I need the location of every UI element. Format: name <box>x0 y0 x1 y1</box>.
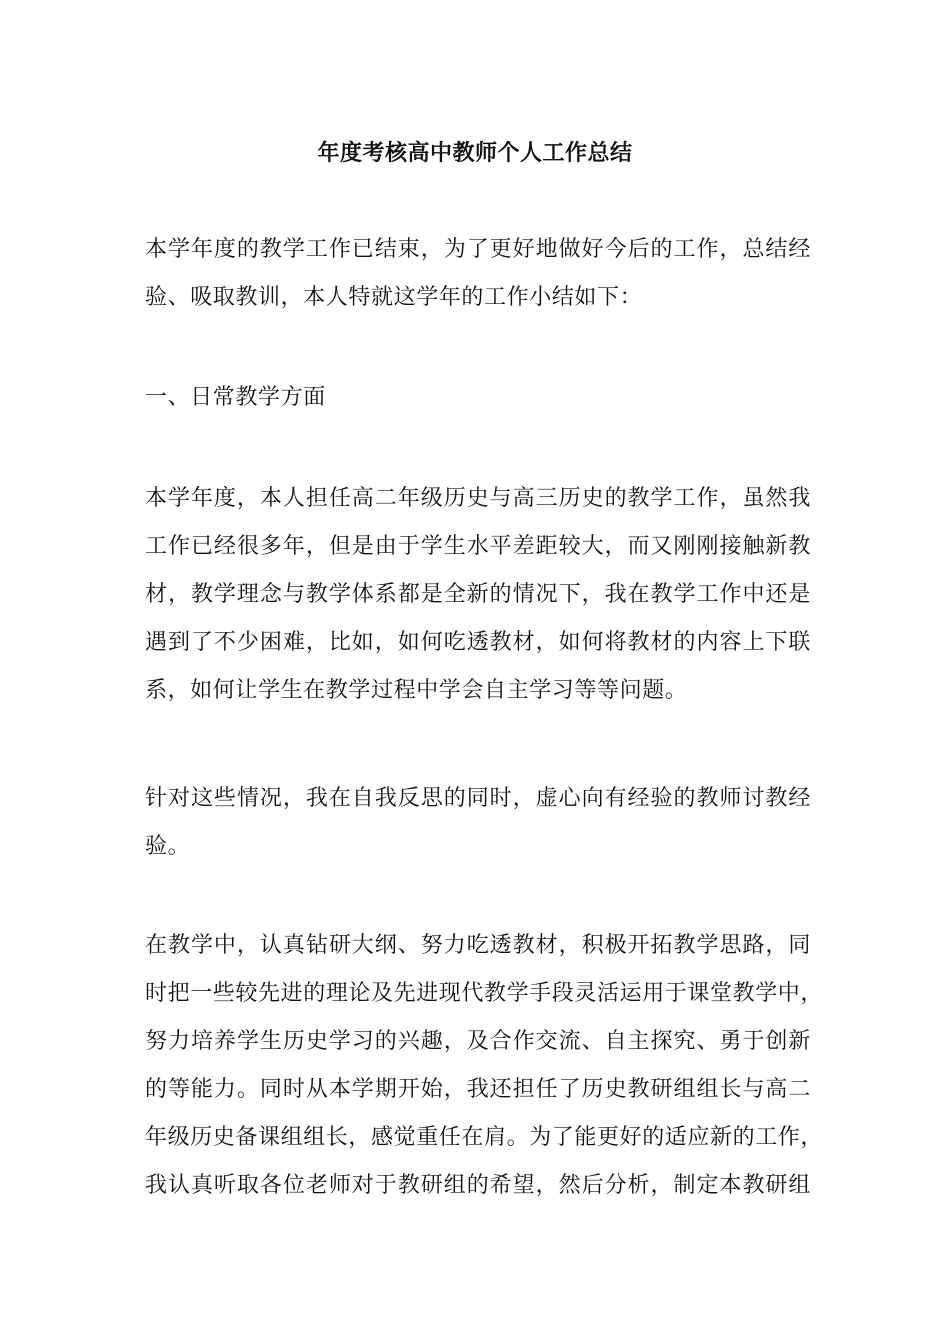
paragraph-line: 工作已经很多年，但是由于学生水平差距较大，而又刚刚接触新教 <box>145 534 811 559</box>
paragraph-line: 年级历史备课组组长，感觉重任在肩。为了能更好的适应新的工作， <box>145 1125 824 1150</box>
body-paragraph <box>145 475 811 715</box>
paragraph-line: 本学年度的教学工作已结束，为了更好地做好今后的工作，总结经 <box>145 237 811 262</box>
paragraph-line: 我认真听取各位老师对于教研组的希望，然后分析，制定本教研组 <box>145 1173 811 1198</box>
intro-paragraph <box>145 226 811 322</box>
paragraph-line: 时把一些较先进的理论及先进现代教学手段灵活运用于课堂教学中， <box>145 981 824 1006</box>
body-paragraph <box>145 922 824 1210</box>
paragraph-line: 本学年度，本人担任高二年级历史与高三历史的教学工作，虽然我 <box>145 486 811 511</box>
paragraph-line: 验。 <box>145 834 191 859</box>
paragraph-line: 系，如何让学生在教学过程中学会自主学习等等问题。 <box>145 678 688 703</box>
paragraph-line: 努力培养学生历史学习的兴趣，及合作交流、自主探究、勇于创新 <box>145 1029 811 1054</box>
paragraph-line: 遇到了不少困难，比如，如何吃透教材，如何将教材的内容上下联 <box>145 630 811 655</box>
paragraph-line: 验、吸取教训，本人特就这学年的工作小结如下： <box>145 285 643 310</box>
body-paragraph <box>145 775 811 871</box>
paragraph-line: 针对这些情况，我在自我反思的同时，虚心向有经验的教师讨教经 <box>145 786 811 811</box>
document-title: 年度考核高中教师个人工作总结 <box>317 140 633 166</box>
paragraph-line: 的等能力。同时从本学期开始，我还担任了历史教研组组长与高二 <box>145 1077 811 1102</box>
section-heading <box>145 374 811 422</box>
section-heading-text: 一、日常教学方面 <box>145 385 326 410</box>
paragraph-line: 在教学中，认真钻研大纲、努力吃透教材，积极开拓教学思路，同 <box>145 933 811 958</box>
paragraph-line: 材，教学理念与教学体系都是全新的情况下，我在教学工作中还是 <box>145 582 811 607</box>
